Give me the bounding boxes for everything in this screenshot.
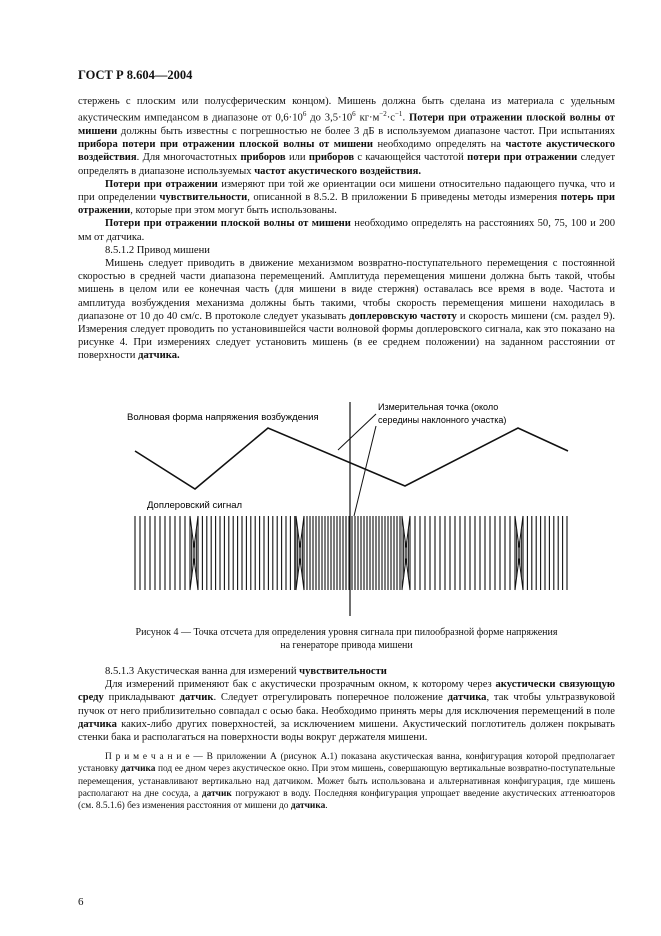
page-number: 6 — [78, 896, 84, 908]
figure-caption — [78, 626, 615, 652]
measurement-point-label-line2: середины наклонного участка) — [378, 415, 507, 425]
section-heading-8-5-1-3: 8.5.1.3 Акустическая ванна для измерений чувствительности — [105, 666, 387, 677]
paragraph-reflection-loss-distances: Потери при отражении плоской волны от мишени необходимо определять на расстояниях 50, 75, 100 и 200 мм от датчика. — [78, 218, 616, 243]
doppler-signal-label: Доплеровский сигнал — [147, 500, 243, 511]
section-heading-8-5-1-2: 8.5.1.2 Привод мишени — [105, 244, 210, 256]
paragraph-acoustic-bath: Для измерений применяют бак с акустически прозрачным окном, к которому через акустически связующую среду прикладывают датчик. Следует отрегулировать поперечное положение датчика, так чтобы ультразвуковой пучок от него приблизительно совпадал с осью бака. Необходимо принять меры для исключения перемещений в поле датчика каких-либо других поверхностей, за исключением мишени. Акустический поглотитель должен покрывать стенки бака и располагаться на поверхности воды вокруг держателя мишени. — [78, 679, 615, 744]
waveform-label: Волновая форма напряжения возбуждения — [127, 412, 319, 423]
note-paragraph: П р и м е ч а н и е — В приложении А (рисунок А.1) показана акустическая ванна, конфигурация которой предполагает установку датчика под ее дном через акустическое окно. При этом мишень, совершающую вертикальные возвратно-поступательные перемещения, устанавливают вертикально над датчиком. Может быть использована и альтернативная конфигурация, где мишень располагают на дне сосуда, а датчик погружают в воду. Последняя конфигурация упрощает введение акустических аттенюаторов (см. 8.5.1.6) без изменения расстояния от мишени до датчика. — [78, 752, 616, 812]
paragraph-reflection-loss-orientation: Потери при отражении измеряют при той же ориентации оси мишени относительно падающего пучка, что и при определении чувствительности, описанной в 8.5.2. В приложении Б приведены методы измерения потерь при отражении, которые при этом могут быть использованы. — [78, 178, 615, 217]
paragraph-target-drive: Мишень следует приводить в движение механизмом возвратно-поступательного перемещения с постоянной скоростью в средней части диапазона перемещений. Амплитуда перемещения мишени должна быть такой, чтобы мишень в целом или ее конечная часть (для мишени в виде стержня) оставалась все время в воде. Частота и амплитуда возбуждения механизма должны быть такими, чтобы скорость перемещения мишени находилась в диапазоне от 10 до 40 см/с. В протоколе следует указывать доплеровскую частоту и скорость мишени (см. раздел 9). Измерения следует проводить по установившейся части волновой формы доплеровского сигнала, как это показано на рисунке 4. При измерениях следует установить мишень (в ее среднем положении) на заданном расстоянии от поверхности датчика. — [78, 257, 616, 362]
paragraph-target-material: стержень с плоским или полусферическим концом). Мишень должна быть сделана из материала с удельным акустическим импедансом в диапазоне от $0,6\cdot 10^6$ до $3,5\cdot 10^6$ $кг\cdot м^{-2}\cdot с^{-1}$. Потери при отражении плоской волны от мишени должны быть известны с погрешностью не более 3 дБ в используемом диапазоне частот. При испытаниях прибора потери при отражении плоской волны от мишени необходимо определять на частоте акустического воздействия. Для многочастотных приборов или приборов с качающейся частотой потери при отражении следует определять в диапазоне используемых частот акустического воздействия. — [78, 96, 615, 177]
measurement-point-leader-2 — [354, 426, 376, 516]
body-text-top — [78, 95, 615, 363]
doppler-signal-bars — [135, 516, 567, 590]
figure-caption-line2: на генераторе привода мишени — [280, 640, 413, 651]
measurement-point-label-line1: Измерительная точка (около — [378, 402, 499, 412]
measurement-point-leader-1 — [338, 414, 376, 450]
page-header: ГОСТ Р 8.604—2004 — [78, 68, 193, 82]
figure-caption-line1: Рисунок 4 — Точка отсчета для определения уровня сигнала при пилообразной форме напряжения — [135, 627, 558, 638]
figure-4-diagram — [0, 398, 661, 628]
body-text-bottom — [78, 665, 615, 812]
